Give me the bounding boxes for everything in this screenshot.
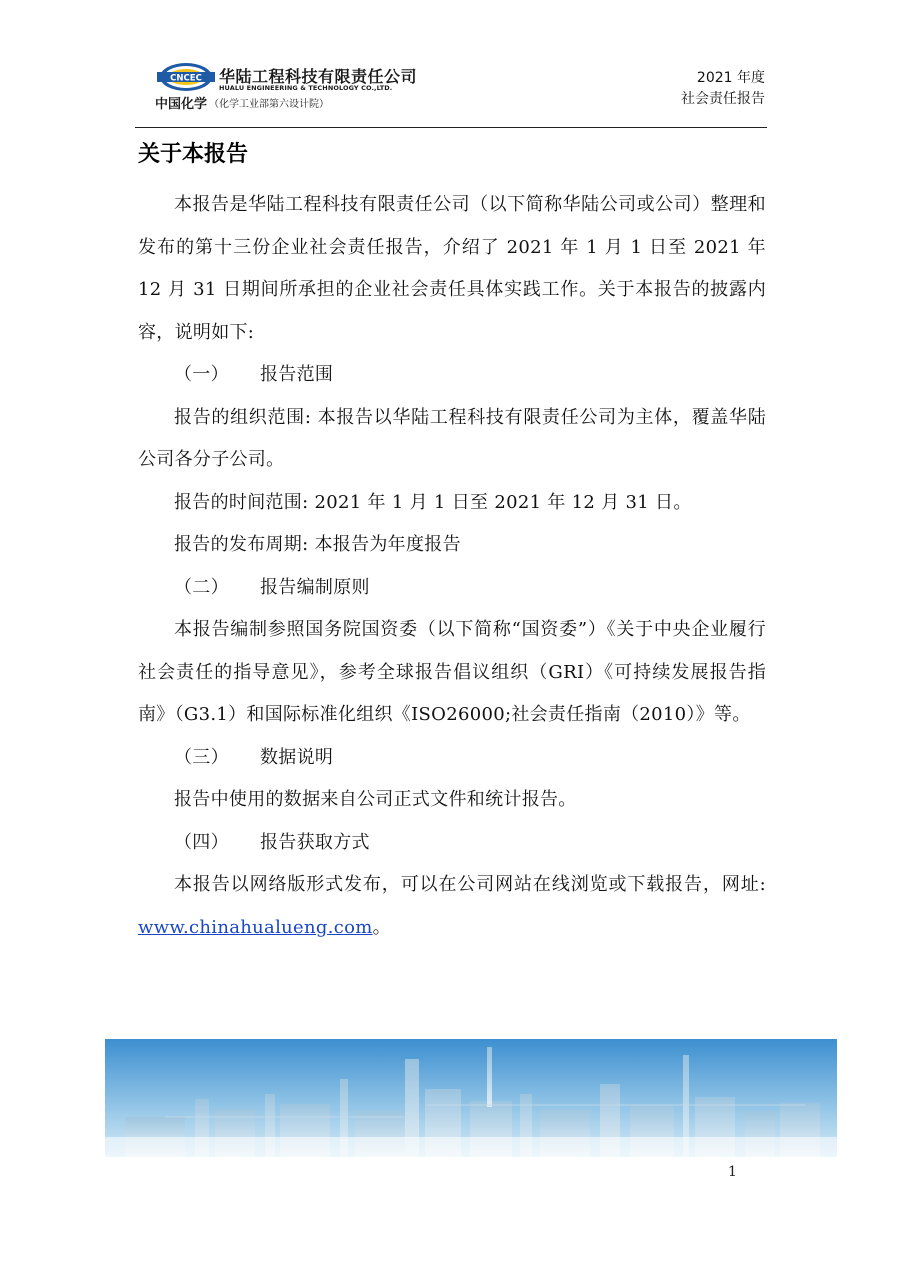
scope-time-paragraph: 报告的时间范围: 2021 年 1 月 1 日至 2021 年 12 月 31 日。	[174, 491, 692, 513]
header-divider	[135, 127, 767, 128]
page-number: 1	[728, 1164, 737, 1180]
website-link[interactable]: www.chinahualueng.com	[138, 916, 373, 938]
cncec-logo-icon	[155, 60, 217, 94]
report-name: 社会责任报告	[681, 91, 765, 107]
report-year: 2021 年度	[696, 70, 765, 86]
section-heading-data	[138, 737, 766, 780]
intro-paragraph: 本报告是华陆工程科技有限责任公司（以下简称华陆公司或公司）整理和发布的第十三份企业社会责任报告，介绍了 2021 年 1 月 1 日至 2021 年 12 月 31 日期间所承担的企业社会责任具体实践工作。关于本报告的披露内容，说明如下:	[138, 194, 766, 343]
scope-cycle-paragraph: 报告的发布周期: 本报告为年度报告	[174, 534, 461, 555]
section-title: 报告编制原则	[260, 576, 370, 598]
page-header	[0, 0, 900, 130]
section-title: 数据说明	[260, 746, 334, 768]
access-text: 本报告以网络版形式发布，可以在公司网站在线浏览或下载报告，网址:	[174, 874, 766, 895]
section-heading-scope	[138, 354, 766, 397]
company-logo	[155, 60, 418, 115]
industrial-banner-image	[105, 1039, 837, 1157]
access-paragraph	[138, 864, 766, 949]
report-body	[138, 184, 766, 949]
section-number: （四）	[174, 831, 229, 853]
section-number: （二）	[174, 576, 229, 598]
section-heading-principles	[138, 567, 766, 610]
section-title: 报告获取方式	[260, 831, 370, 853]
scope-org-paragraph: 报告的组织范围: 本报告以华陆工程科技有限责任公司为主体，覆盖华陆公司各分子公司。	[138, 406, 766, 470]
brand-name: 中国化学	[155, 97, 208, 112]
company-name-en: HUALU ENGINEERING & TECHNOLOGY CO.,LTD.	[219, 84, 393, 92]
page-title: 关于本报告	[138, 142, 249, 167]
brand-subtitle: （化学工业部第六设计院）	[209, 99, 329, 110]
section-number: （一）	[174, 364, 229, 385]
principles-paragraph: 本报告编制参照国务院国资委（以下简称“国资委”）《关于中央企业履行社会责任的指导意见》，参考全球报告倡议组织（GRI）《可持续发展报告指南》（G3.1）和国际标准化组织《ISO26000;社会责任指南（2010）》等。	[138, 619, 766, 725]
company-name-cn: 华陆工程科技有限责任公司	[219, 67, 418, 86]
access-end: 。	[372, 916, 391, 938]
section-number: （三）	[174, 746, 229, 768]
section-heading-access	[138, 822, 766, 865]
section-title: 报告范围	[260, 364, 334, 385]
logo-letters: CNCEC	[170, 73, 202, 84]
data-paragraph: 报告中使用的数据来自公司正式文件和统计报告。	[174, 789, 577, 810]
